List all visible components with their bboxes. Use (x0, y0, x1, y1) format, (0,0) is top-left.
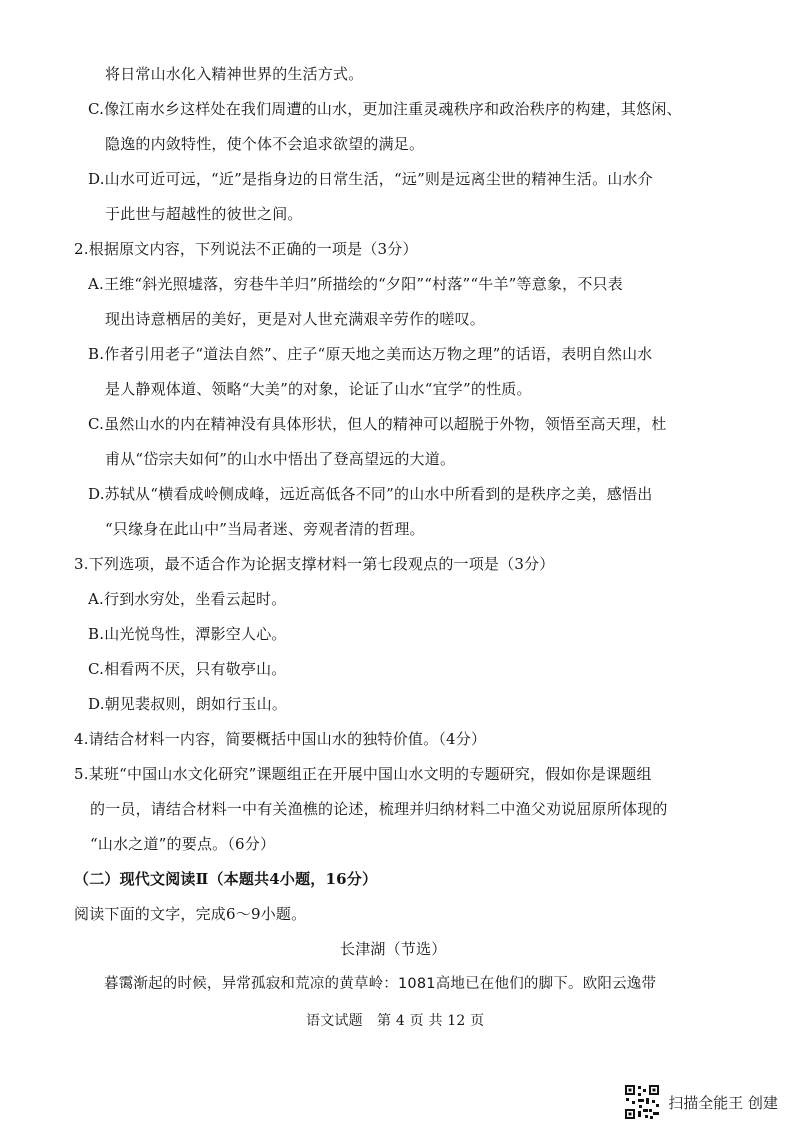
text-line: 将日常山水化入精神世界的生活方式。 (105, 65, 364, 83)
question-5: 5.某班“中国山水文化研究”课题组正在开展中国山水文明的专题研究，假如你是课题组 (74, 765, 652, 783)
passage-text: 暮霭渐起的时候，异常孤寂和荒凉的黄草岭：1081高地已在他们的脚下。欧阳云逸带 (104, 976, 657, 992)
scanner-badge-text: 扫描全能王 创建 (668, 1093, 778, 1112)
q3-option-a: A.行到水穷处，坐看云起时。 (88, 590, 287, 608)
q2-option-a: A.王维“斜光照墟落，穷巷牛羊归”所描绘的“夕阳”“村落”“牛羊”等意象，不只表 (88, 275, 623, 293)
qr-code-icon (624, 1084, 660, 1120)
q3-option-b: B.山光悦鸟性，潭影空人心。 (88, 625, 287, 643)
section-heading: （二）现代文阅读Ⅱ（本题共4小题，16分） (74, 870, 378, 888)
q2-option-c-cont: 甫从“岱宗夫如何”的山水中悟出了登高望远的大道。 (105, 450, 456, 468)
q2-option-c: C.虽然山水的内在精神没有具体形状，但人的精神可以超脱于外物，领悟至高天理，杜 (88, 415, 667, 433)
q2-option-b: B.作者引用老子“道法自然”、庄子“原天地之美而达万物之理”的话语，表明自然山水 (88, 345, 653, 363)
scanner-badge (624, 1084, 778, 1120)
q2-option-d: D.苏轼从“横看成岭侧成峰，远近高低各不同”的山水中所看到的是秩序之美，感悟出 (88, 485, 653, 503)
q3-option-d: D.朝见裴叔则，朗如行玉山。 (88, 695, 288, 713)
q2-option-a-cont: 现出诗意栖居的美好，更是对人世充满艰辛劳作的嗟叹。 (105, 310, 486, 328)
q3-option-c: C.相看两不厌，只有敬亭山。 (88, 660, 287, 678)
page-footer: 语文试题 第 4 页 共 12 页 (306, 1013, 485, 1029)
question-3: 3.下列选项，最不适合作为论据支撑材料一第七段观点的一项是（3分） (74, 555, 555, 573)
question-5-cont: 的一员，请结合材料一中有关渔樵的论述，梳理并归纳材料二中渔父劝说屈原所体现的 (90, 800, 668, 818)
question-4: 4.请结合材料一内容，简要概括中国山水的独特价值。（4分） (74, 730, 487, 748)
text-line: 隐逸的内敛特性，使个体不会追求欲望的满足。 (105, 135, 425, 153)
option-c-continued: C.像江南水乡这样处在我们周遭的山水，更加注重灵魂秩序和政治秩序的构建，其悠闲、 (88, 100, 682, 118)
q2-option-d-cont: “只缘身在此山中”当局者迷、旁观者清的哲理。 (105, 520, 425, 538)
reading-instruction: 阅读下面的文字，完成6～9小题。 (74, 905, 307, 923)
option-d-continued: D.山水可近可远，“近”是指身边的日常生活，“远”则是远离尘世的精神生活。山水介 (88, 170, 653, 188)
question-5-cont: “山水之道”的要点。（6分） (90, 835, 276, 853)
question-2: 2.根据原文内容，下列说法不正确的一项是（3分） (74, 240, 418, 258)
passage-title: 长津湖（节选） (340, 940, 447, 958)
text-line: 于此世与超越性的彼世之间。 (105, 205, 303, 223)
q2-option-b-cont: 是人静观体道、领略“大美”的对象，论证了山水“宜学”的性质。 (105, 380, 532, 398)
